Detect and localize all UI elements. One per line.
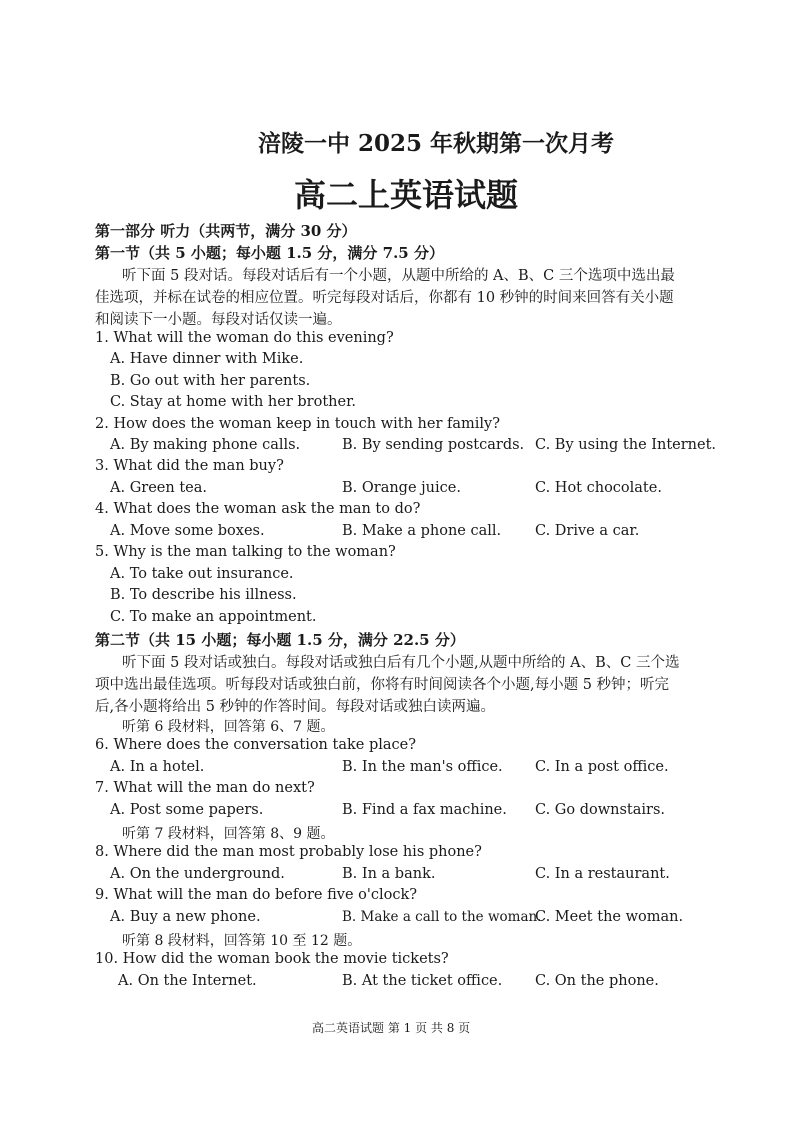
option-c: C. Hot chocolate. <box>535 480 662 496</box>
option-c: C. To make an appointment. <box>110 609 317 625</box>
option-b: B. Orange juice. <box>342 480 461 496</box>
question-stem: 9. What will the man do before five o'clock? <box>95 887 418 903</box>
question-stem: 2. How does the woman keep in touch with her family? <box>95 416 500 432</box>
question-stem: 1. What will the woman do this evening? <box>95 330 394 346</box>
listening-note: 听第 8 段材料，回答第 10 至 12 题。 <box>122 933 362 949</box>
section2-instruction-line: 后,各小题将给出 5 秒钟的作答时间。每段对话或独白读两遍。 <box>95 699 496 715</box>
page-footer: 高二英语试题 第 1 页 共 8 页 <box>312 1021 471 1035</box>
listening-note: 听第 6 段材料，回答第 6、7 题。 <box>122 719 335 735</box>
question-stem: 4. What does the woman ask the man to do? <box>95 501 421 517</box>
option-a: A. In a hotel. <box>110 759 205 775</box>
option-c: C. By using the Internet. <box>535 437 717 453</box>
question-stem: 3. What did the man buy? <box>95 458 284 474</box>
option-c: C. Go downstairs. <box>535 802 666 818</box>
option-a: A. On the underground. <box>110 866 285 882</box>
option-a: A. Green tea. <box>110 480 207 496</box>
section2-heading: 第二节（共 15 小题；每小题 1.5 分，满分 22.5 分） <box>95 631 465 649</box>
section2-instruction-line: 项中选出最佳选项。听每段对话或独白前，你将有时间阅读各个小题,每小题 5 秒钟；听完 <box>95 677 670 693</box>
option-a: A. Move some boxes. <box>110 523 265 539</box>
option-a: A. To take out insurance. <box>110 566 294 582</box>
option-b: B. Make a phone call. <box>342 523 502 539</box>
option-a: A. Post some papers. <box>110 802 264 818</box>
question-stem: 6. Where does the conversation take place? <box>95 737 416 753</box>
option-c: C. Meet the woman. <box>535 909 684 925</box>
section2-instruction-line: 听下面 5 段对话或独白。每段对话或独白后有几个小题,从题中所给的 A、B、C 三个选 <box>122 655 680 671</box>
option-c: C. In a restaurant. <box>535 866 670 882</box>
option-c: C. Stay at home with her brother. <box>110 394 357 410</box>
section1-instruction-line: 佳选项，并标在试卷的相应位置。听完每段对话后，你都有 10 秒钟的时间来回答有关小题 <box>95 290 674 306</box>
option-b: B. At the ticket office. <box>342 973 503 989</box>
option-c: C. In a post office. <box>535 759 669 775</box>
section1-heading: 第一节（共 5 小题；每小题 1.5 分，满分 7.5 分） <box>95 244 444 262</box>
question-stem: 7. What will the man do next? <box>95 780 315 796</box>
exam-subtitle: 高二上英语试题 <box>294 176 519 214</box>
question-stem: 5. Why is the man talking to the woman? <box>95 544 396 560</box>
option-b: B. Make a call to the woman. <box>342 909 542 925</box>
section1-instruction-line: 和阅读下一小题。每段对话仅读一遍。 <box>95 312 342 328</box>
option-b: B. To describe his illness. <box>110 587 297 603</box>
option-b: B. In the man's office. <box>342 759 503 775</box>
section1-instruction-line: 听下面 5 段对话。每段对话后有一个小题，从题中所给的 A、B、C 三个选项中选出最 <box>122 268 675 284</box>
option-a: A. By making phone calls. <box>110 437 301 453</box>
option-c: C. Drive a car. <box>535 523 640 539</box>
question-stem: 8. Where did the man most probably lose his phone? <box>95 844 482 860</box>
option-b: B. Go out with her parents. <box>110 373 311 389</box>
option-c: C. On the phone. <box>535 973 659 989</box>
part1-heading: 第一部分 听力（共两节，满分 30 分） <box>95 222 357 240</box>
option-a: A. Buy a new phone. <box>110 909 261 925</box>
question-stem: 10. How did the woman book the movie tickets? <box>95 951 449 967</box>
option-b: B. Find a fax machine. <box>342 802 507 818</box>
option-a: A. Have dinner with Mike. <box>110 351 304 367</box>
option-b: B. By sending postcards. <box>342 437 525 453</box>
listening-note: 听第 7 段材料，回答第 8、9 题。 <box>122 826 335 842</box>
option-b: B. In a bank. <box>342 866 436 882</box>
exam-title: 涪陵一中 2025 年秋期第一次月考 <box>258 130 615 157</box>
option-a: A. On the Internet. <box>118 973 257 989</box>
